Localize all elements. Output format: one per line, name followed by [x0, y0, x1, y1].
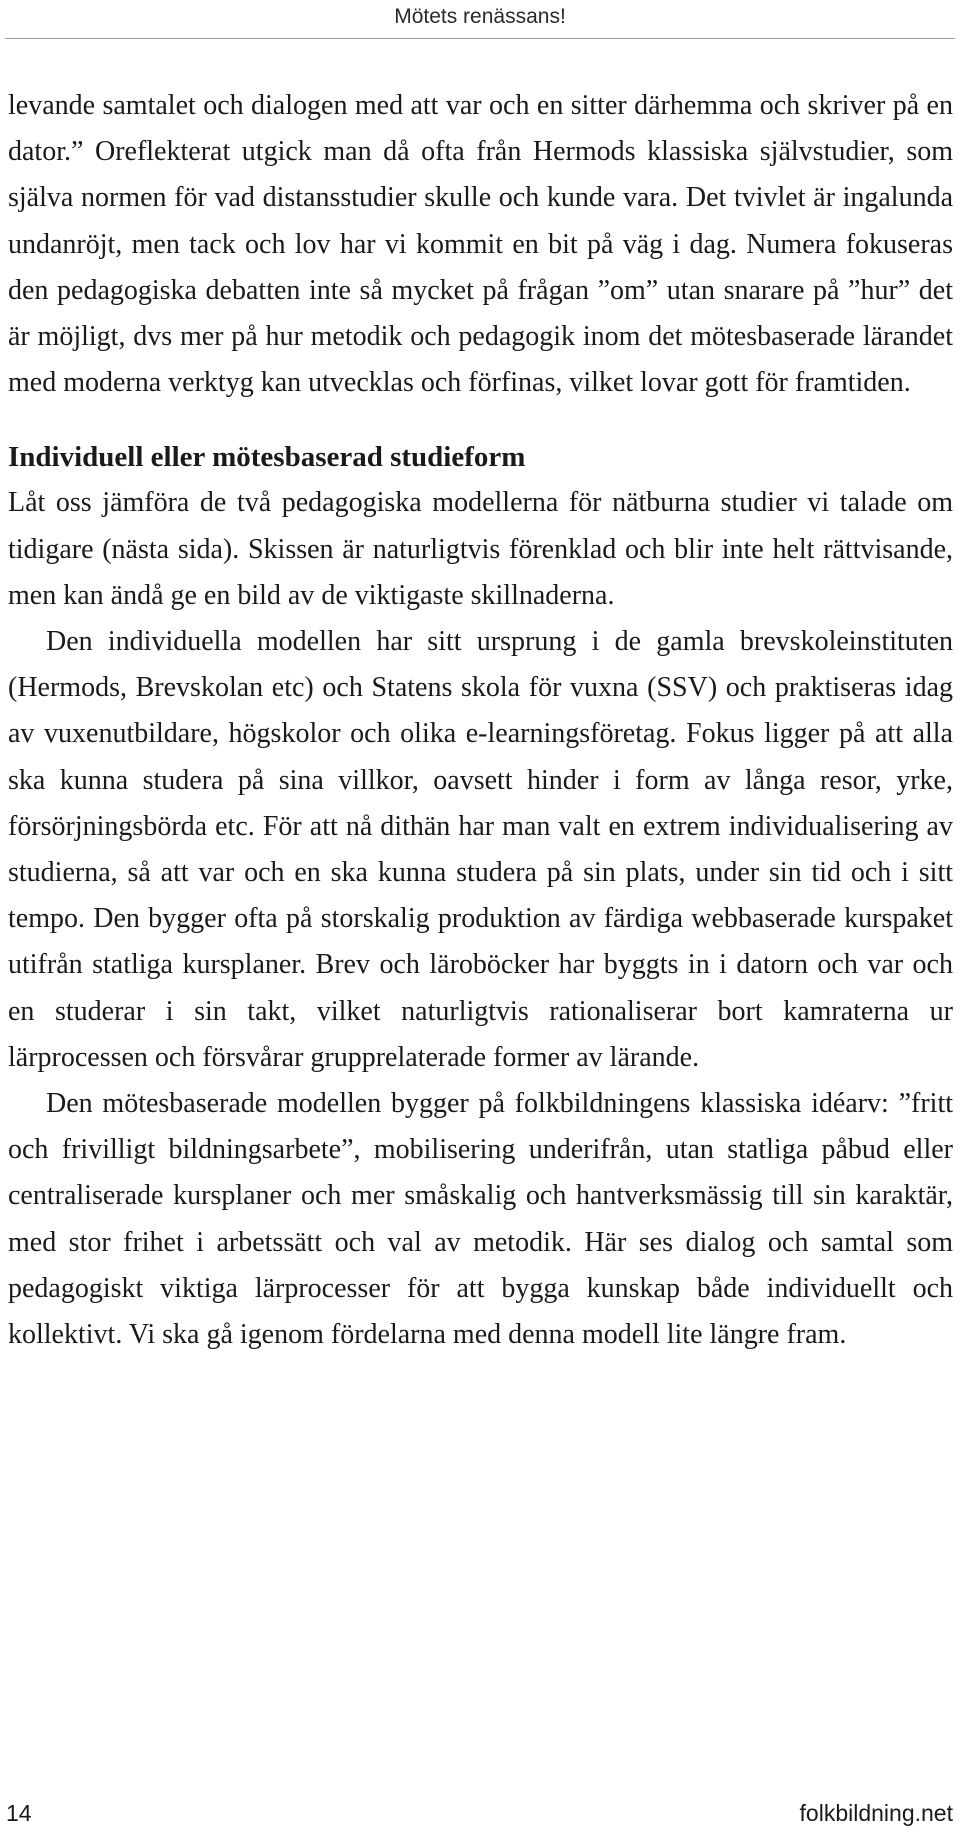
paragraph-meeting-model: Den mötesbaserade modellen bygger på folkbildningens klassiska idéarv: ”fritt och frivilligt bildningsarbete”, mobilisering underifrån, utan statliga påbud eller centraliserade kursplaner och mer småskalig och hantverksmässig till sin karaktär, med stor frihet i arbetssätt och val av metodik. Här ses dialog och samtal som pedagogiskt viktiga lärprocesser för att bygga kunskap både individuellt och kollektivt. Vi ska gå igenom fördelarna med denna modell lite längre fram. — [8, 1088, 953, 1351]
section-heading: Individuell eller mötesbaserad studieform — [8, 441, 526, 474]
header-divider — [5, 38, 955, 39]
page-number: 14 — [6, 1800, 32, 1826]
intro-paragraph: levande samtalet och dialogen med att var och en sitter därhemma och skriver på en dator.” Oreflekterat utgick man då ofta från Hermods klassiska självstudier, som själva normen för vad distansstudier skulle och kunde vara. Det tvivlet är ingalunda undanröjt, men tack och lov har vi kommit en bit på väg i dag. Numera fokuseras den pedagogiska debatten inte så mycket på frågan ”om” utan snarare på ”hur” det är möjligt, dvs mer på hur metodik och pedagogik inom det mötesbaserade lärandet med moderna verktyg kan utvecklas och förfinas, vilket lovar gott för framtiden. — [8, 90, 953, 399]
footer-site-name: folkbildning.net — [799, 1800, 953, 1826]
paragraph-individual-model: Den individuella modellen har sitt ursprung i de gamla brevskoleinstituten (Hermods, Brevskolan etc) och Statens skola för vuxna (SSV) och praktiseras idag av vuxenutbildare, högskolor och olika e-learningsföretag. Fokus ligger på att alla ska kunna studera på sina villkor, oavsett hinder i form av långa resor, yrke, försörjningsbörda etc. För att nå dithän har man valt en extrem individualisering av studierna, så att var och en ska kunna studera på sin plats, under sin tid och i sitt tempo. Den bygger ofta på storskalig produktion av färdiga webbaserade kurspaket utifrån statliga kursplaner. Brev och läroböcker har byggts in i datorn och var och en studerar i sin takt, vilket naturligtvis rationaliserar bort kamraterna ur lärprocessen och försvårar grupprelaterade former av lärande. — [8, 626, 953, 1073]
running-header: Mötets renässans! — [394, 5, 566, 28]
page-body — [8, 83, 953, 1358]
paragraph-comparison: Låt oss jämföra de två pedagogiska modellerna för nätburna studier vi talade om tidigare (nästa sida). Skissen är naturligtvis förenklad och blir inte helt rättvisande, men kan ändå ge en bild av de viktigaste skillnaderna. — [8, 487, 953, 611]
